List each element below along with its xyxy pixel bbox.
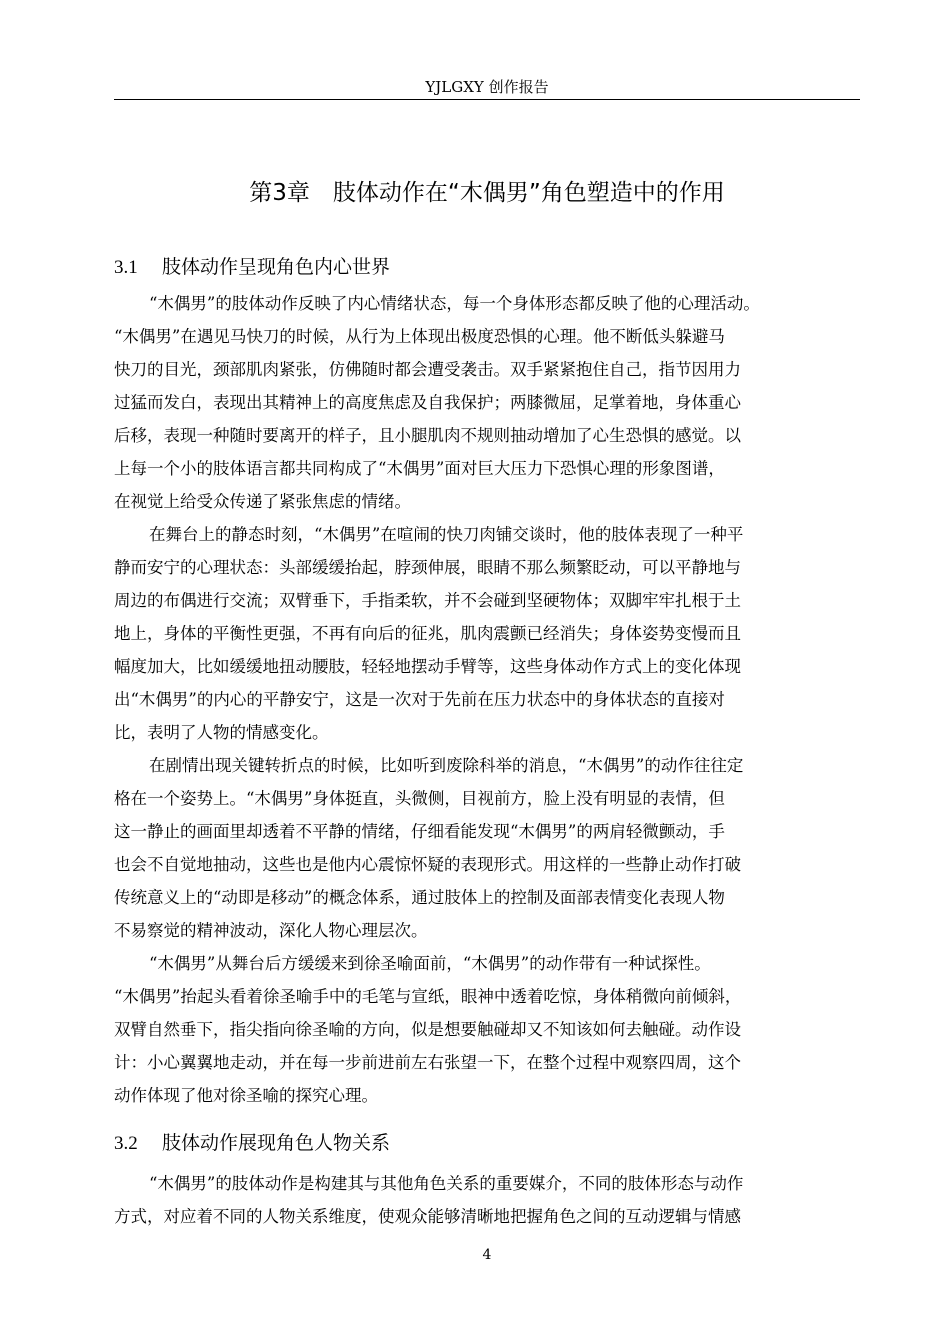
- body-line: 动作体现了他对徐圣喻的探究心理。: [114, 1086, 378, 1105]
- body-line: 出“木偶男”的内心的平静安宁，这是一次对于先前在压力状态中的身体状态的直接对: [114, 690, 725, 709]
- section-heading-3-1: [114, 252, 390, 283]
- running-header: YJLGXY 创作报告: [425, 78, 549, 96]
- body-line: 快刀的目光，颈部肌肉紧张，仿佛随时都会遭受袭击。双手紧紧抱住自己，指节因用力: [114, 360, 741, 379]
- body-line: 周边的布偶进行交流；双臂垂下，手指柔软，并不会碰到坚硬物体；双脚牢牢扎根于土: [114, 591, 741, 610]
- body-line: 计：小心翼翼地走动，并在每一步前进前左右张望一下，在整个过程中观察四周，这个: [114, 1053, 741, 1072]
- section-title: 肢体动作呈现角色内心世界: [162, 256, 391, 278]
- body-line: 幅度加大，比如缓缓地扭动腰肢，轻轻地摆动手臂等，这些身体动作方式上的变化体现: [114, 657, 741, 676]
- body-line: “木偶男”抬起头看着徐圣喻手中的毛笔与宣纸，眼神中透着吃惊，身体稍微向前倾斜，: [114, 987, 742, 1006]
- body-line: 格在一个姿势上。“木偶男”身体挺直，头微侧，目视前方，脸上没有明显的表情，但: [114, 789, 725, 808]
- section-title: 肢体动作展现角色人物关系: [162, 1132, 391, 1154]
- body-line: “木偶男”的肢体动作反映了内心情绪状态，每一个身体形态都反映了他的心理活动。: [149, 294, 760, 313]
- section-number: 3.2: [114, 1133, 138, 1154]
- body-line: 这一静止的画面里却透着不平静的情绪，仔细看能发现“木偶男”的两肩轻微颤动，手: [114, 822, 725, 841]
- body-line: 比，表明了人物的情感变化。: [114, 723, 329, 742]
- body-line: 后移，表现一种随时要离开的样子，且小腿肌肉不规则抽动增加了心生恐惧的感觉。以: [114, 426, 741, 445]
- body-line: 在舞台上的静态时刻，“木偶男”在喧闹的快刀肉铺交谈时，他的肢体表现了一种平: [149, 525, 744, 544]
- chapter-title: 第3章 肢体动作在“木偶男”角色塑造中的作用: [249, 180, 725, 206]
- body-line: 方式，对应着不同的人物关系维度，使观众能够清晰地把握角色之间的互动逻辑与情感: [114, 1207, 741, 1226]
- body-line: 双臂自然垂下，指尖指向徐圣喻的方向，似是想要触碰却又不知该如何去触碰。动作设: [114, 1020, 741, 1039]
- body-line: “木偶男”从舞台后方缓缓来到徐圣喻面前，“木偶男”的动作带有一种试探性。: [149, 954, 711, 973]
- body-line: 静而安宁的心理状态：头部缓缓抬起，脖颈伸展，眼睛不那么频繁眨动，可以平静地与: [114, 558, 741, 577]
- body-line: 不易察觉的精神波动，深化人物心理层次。: [114, 921, 428, 940]
- body-line: 在视觉上给受众传递了紧张焦虑的情绪。: [114, 492, 411, 511]
- section-number: 3.1: [114, 257, 138, 278]
- section-heading-3-2: [114, 1128, 390, 1159]
- body-line: “木偶男”的肢体动作是构建其与其他角色关系的重要媒介，不同的肢体形态与动作: [149, 1174, 744, 1193]
- body-line: 地上，身体的平衡性更强，不再有向后的征兆，肌肉震颤已经消失；身体姿势变慢而且: [114, 624, 741, 643]
- body-line: 也会不自觉地抽动，这些也是他内心震惊怀疑的表现形式。用这样的一些静止动作打破: [114, 855, 741, 874]
- page-number: 4: [482, 1247, 492, 1263]
- header-rule: [114, 99, 860, 100]
- body-line: 上每一个小的肢体语言都共同构成了“木偶男”面对巨大压力下恐惧心理的形象图谱，: [114, 459, 725, 478]
- body-line: “木偶男”在遇见马快刀的时候，从行为上体现出极度恐惧的心理。他不断低头躲避马: [114, 327, 725, 346]
- body-line: 传统意义上的“动即是移动”的概念体系，通过肢体上的控制及面部表情变化表现人物: [114, 888, 725, 907]
- body-line: 过猛而发白，表现出其精神上的高度焦虑及自我保护；两膝微屈，足掌着地，身体重心: [114, 393, 741, 412]
- body-line: 在剧情出现关键转折点的时候，比如听到废除科举的消息，“木偶男”的动作往往定: [149, 756, 744, 775]
